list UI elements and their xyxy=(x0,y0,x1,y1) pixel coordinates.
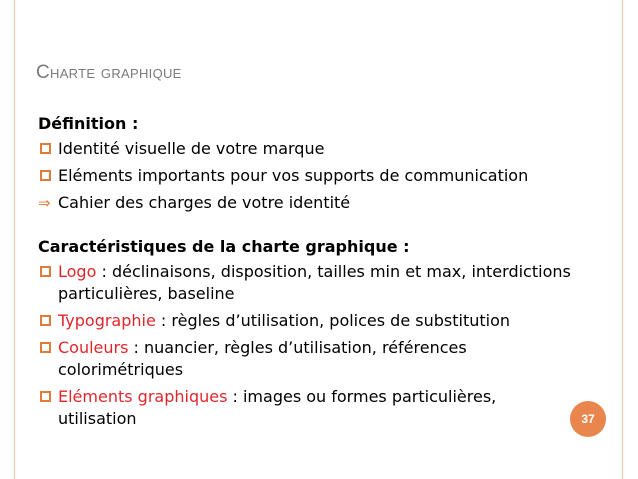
list-item xyxy=(38,192,578,214)
characteristic-item xyxy=(58,261,578,305)
characteristic-keyword: Couleurs xyxy=(58,338,129,357)
characteristic-keyword: Logo xyxy=(58,262,97,281)
characteristic-item xyxy=(58,310,578,332)
list-item xyxy=(38,165,578,187)
definition-item-text: Cahier des charges de votre identité xyxy=(58,193,351,212)
page-number-badge: 37 xyxy=(570,401,606,437)
list-item xyxy=(38,310,578,332)
bullet-box-icon xyxy=(38,310,58,332)
bullet-arrow-icon: ⇒ xyxy=(38,194,51,212)
characteristic-description: : déclinaisons, disposition, tailles min et max, interdictions particulières, baseline xyxy=(58,262,571,303)
slide-content xyxy=(38,114,578,435)
characteristic-description: : règles d’utilisation, polices de substitution xyxy=(155,311,511,330)
characteristic-keyword: Typographie xyxy=(58,311,156,330)
characteristic-description: : nuancier, règles d’utilisation, références colorimétriques xyxy=(58,338,467,379)
bullet-box-icon xyxy=(38,165,58,187)
characteristic-item xyxy=(58,337,578,381)
definition-item-text: Identité visuelle de votre marque xyxy=(58,139,325,158)
bullet-box-icon xyxy=(38,386,58,408)
bullet-box-icon xyxy=(38,337,58,359)
bullet-box-icon xyxy=(38,261,58,283)
list-item xyxy=(38,261,578,305)
bullet-box-icon xyxy=(38,138,58,160)
characteristic-item xyxy=(58,386,578,430)
characteristic-description: : images ou formes particulières, utilisation xyxy=(58,387,497,428)
slide-title: Charte graphique xyxy=(36,62,182,83)
definition-heading: Définition : xyxy=(38,114,139,133)
definition-item-text: Eléments importants pour vos supports de communication xyxy=(58,166,529,185)
list-item xyxy=(38,138,578,160)
list-item xyxy=(38,337,578,381)
list-item xyxy=(38,386,578,430)
characteristic-keyword: Eléments graphiques xyxy=(58,387,228,406)
characteristics-heading: Caractéristiques de la charte graphique : xyxy=(38,237,410,256)
